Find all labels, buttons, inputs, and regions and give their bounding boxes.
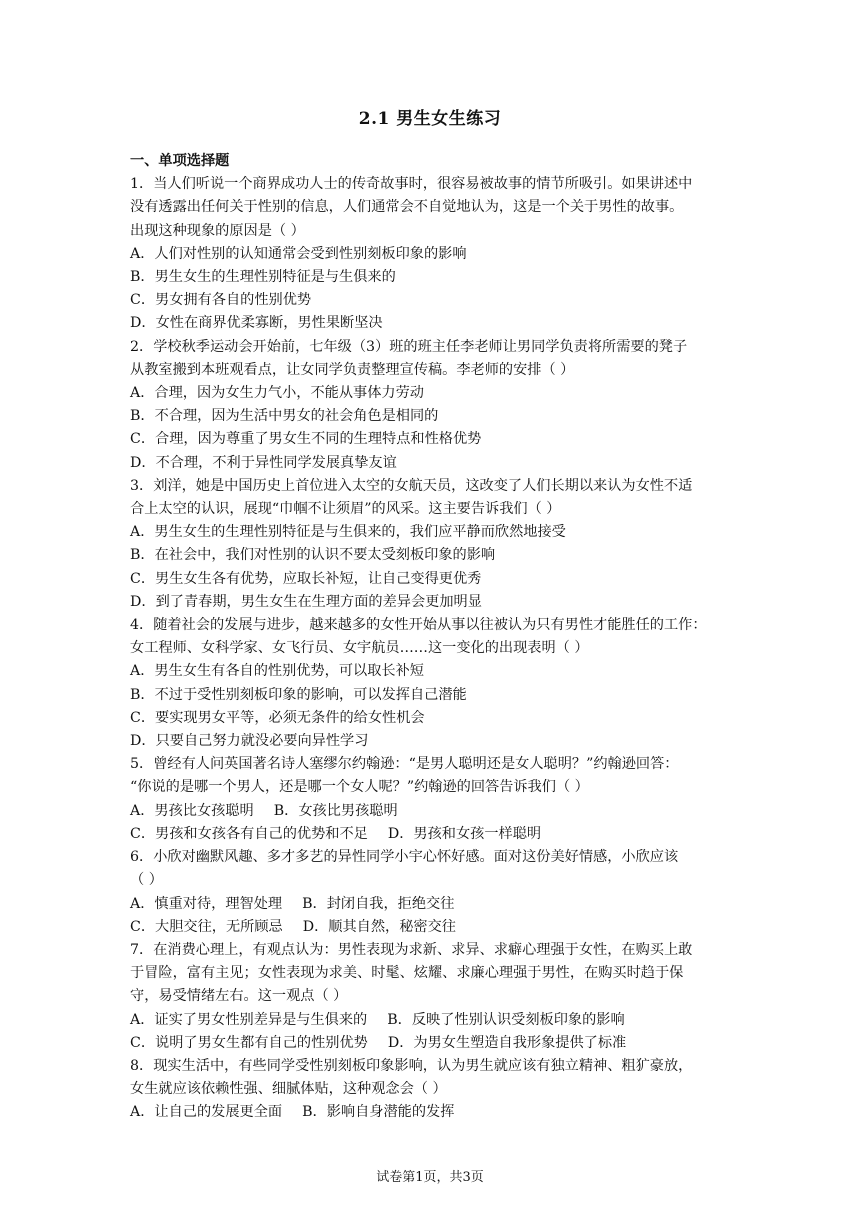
option-c: C．合理，因为尊重了男女生不同的生理特点和性格优势 (130, 431, 482, 448)
question-7 (130, 939, 730, 1055)
question-stem-line: 3．刘洋，她是中国历史上首位进入太空的女航天员，这改变了人们长期以来认为女性不适 (130, 477, 693, 494)
question-stem-line: 没有透露出任何关于性别的信息，人们通常会不自觉地认为，这是一个关于男性的故事。 (130, 199, 684, 216)
option-b: B．影响自身潜能的发挥 (302, 1104, 455, 1121)
question-stem-line: “你说的是哪一个男人，还是哪一个女人呢？”约翰逊的回答告诉我们（ ） (130, 779, 589, 796)
option-b: B．封闭自我，拒绝交往 (302, 895, 455, 912)
question-stem-line: 女工程师、女科学家、女飞行员、女宇航员……这一变化的出现表明（ ） (130, 640, 589, 657)
question-stem-line: 合上太空的认识，展现“巾帼不让须眉”的风采。这主要告诉我们（ ） (130, 501, 561, 518)
question-stem-line: 守，易受情绪左右。这一观点（ ） (130, 988, 348, 1005)
option-a: A．慎重对待，理智处理 (130, 895, 283, 912)
option-b: B．不过于受性别刻板印象的影响，可以发挥自己潜能 (130, 686, 467, 703)
option-c: C．说明了男女生都有自己的性别优势 (130, 1034, 368, 1051)
question-6 (130, 846, 730, 939)
option-row (130, 893, 730, 916)
question-stem-line: 出现这种现象的原因是（ ） (130, 222, 305, 239)
question-5 (130, 753, 730, 846)
option-row (130, 916, 730, 939)
question-stem-line: 4．随着社会的发展与进步，越来越多的女性开始从事以往被认为只有男性才能胜任的工作： (130, 617, 707, 634)
question-stem-line: 7．在消费心理上，有观点认为：男性表现为求新、求异、求癖心理强于女性，在购买上敢 (130, 941, 693, 958)
option-b: B．反映了性别认识受刻板印象的影响 (387, 1011, 625, 1028)
question-8 (130, 1055, 730, 1125)
option-d: D．为男女生塑造自我形象提供了标准 (387, 1034, 627, 1051)
option-row (130, 1009, 730, 1032)
option-c: C．男孩和女孩各有自己的优势和不足 (130, 825, 368, 842)
option-d: D．不合理，不利于异性同学发展真挚友谊 (130, 454, 397, 471)
question-stem-line: 于冒险，富有主见；女性表现为求美、时髦、炫耀、求廉心理强于男性，在购买时趋于保 (130, 965, 684, 982)
option-c: C．男女拥有各自的性别优势 (130, 292, 312, 309)
page-footer: 试卷第1页，共3页 (376, 1170, 484, 1185)
option-a: A．男生女生有各自的性别优势，可以取长补短 (130, 663, 424, 680)
option-row (130, 823, 730, 846)
question-1 (130, 173, 730, 335)
page-title: 2.1 男生女生练习 (358, 109, 502, 129)
option-row (130, 800, 730, 823)
option-a: A．男孩比女孩聪明 (130, 802, 254, 819)
option-a: A．让自己的发展更全面 (130, 1104, 283, 1121)
question-4 (130, 614, 730, 753)
question-stem-line: 女生就应该依赖性强、细腻体贴，这种观念会（ ） (130, 1081, 447, 1098)
question-stem-line: （ ） (130, 872, 163, 889)
option-d: D．女性在商界优柔寡断，男性果断坚决 (130, 315, 383, 332)
option-row (130, 1032, 730, 1055)
option-c: C．大胆交往，无所顾忌 (130, 918, 283, 935)
question-stem-line: 8．现实生活中，有些同学受性别刻板印象影响，认为男生就应该有独立精神、粗犷豪放， (130, 1057, 693, 1074)
question-stem-line: 1．当人们听说一个商界成功人士的传奇故事时，很容易被故事的情节所吸引。如果讲述中 (130, 176, 693, 193)
option-d: D．到了青春期，男生女生在生理方面的差异会更加明显 (130, 593, 482, 610)
option-b: B．女孩比男孩聪明 (273, 802, 398, 819)
question-stem-line: 6．小欣对幽默风趣、多才多艺的异性同学小宇心怀好感。面对这份美好情感，小欣应该 (130, 849, 679, 866)
question-stem-line: 2．学校秋季运动会开始前，七年级（3）班的班主任李老师让男同学负责将所需要的凳子 (130, 338, 688, 355)
option-b: B．在社会中，我们对性别的认识不要太受刻板印象的影响 (130, 547, 496, 564)
question-3 (130, 475, 730, 614)
question-stem-line: 从教室搬到本班观看点，让女同学负责整理宣传稿。李老师的安排（ ） (130, 361, 575, 378)
question-2 (130, 336, 730, 475)
option-a: A．合理，因为女生力气小，不能从事体力劳动 (130, 385, 424, 402)
option-a: A．人们对性别的认知通常会受到性别刻板印象的影响 (130, 245, 467, 262)
option-c: C．男生女生各有优势，应取长补短，让自己变得更优秀 (130, 570, 482, 587)
option-a: A．男生女生的生理性别特征是与生俱来的，我们应平静而欣然地接受 (130, 524, 566, 541)
option-row (130, 1101, 730, 1124)
question-list (130, 150, 730, 1125)
option-d: D．男孩和女孩一样聪明 (387, 825, 542, 842)
option-c: C．要实现男女平等，必须无条件的给女性机会 (130, 709, 425, 726)
option-d: D．只要自己努力就没必要向异性学习 (130, 733, 369, 750)
question-stem-line: 5．曾经有人问英国著名诗人塞缪尔约翰逊：“是男人聪明还是女人聪明？”约翰逊回答： (130, 756, 679, 773)
section-heading: 一、单项选择题 (130, 153, 230, 169)
option-b: B．不合理，因为生活中男女的社会角色是相同的 (130, 408, 439, 425)
option-d: D．顺其自然，秘密交往 (302, 918, 456, 935)
option-b: B．男生女生的生理性别特征是与生俱来的 (130, 269, 396, 286)
option-a: A．证实了男女性别差异是与生俱来的 (130, 1011, 368, 1028)
